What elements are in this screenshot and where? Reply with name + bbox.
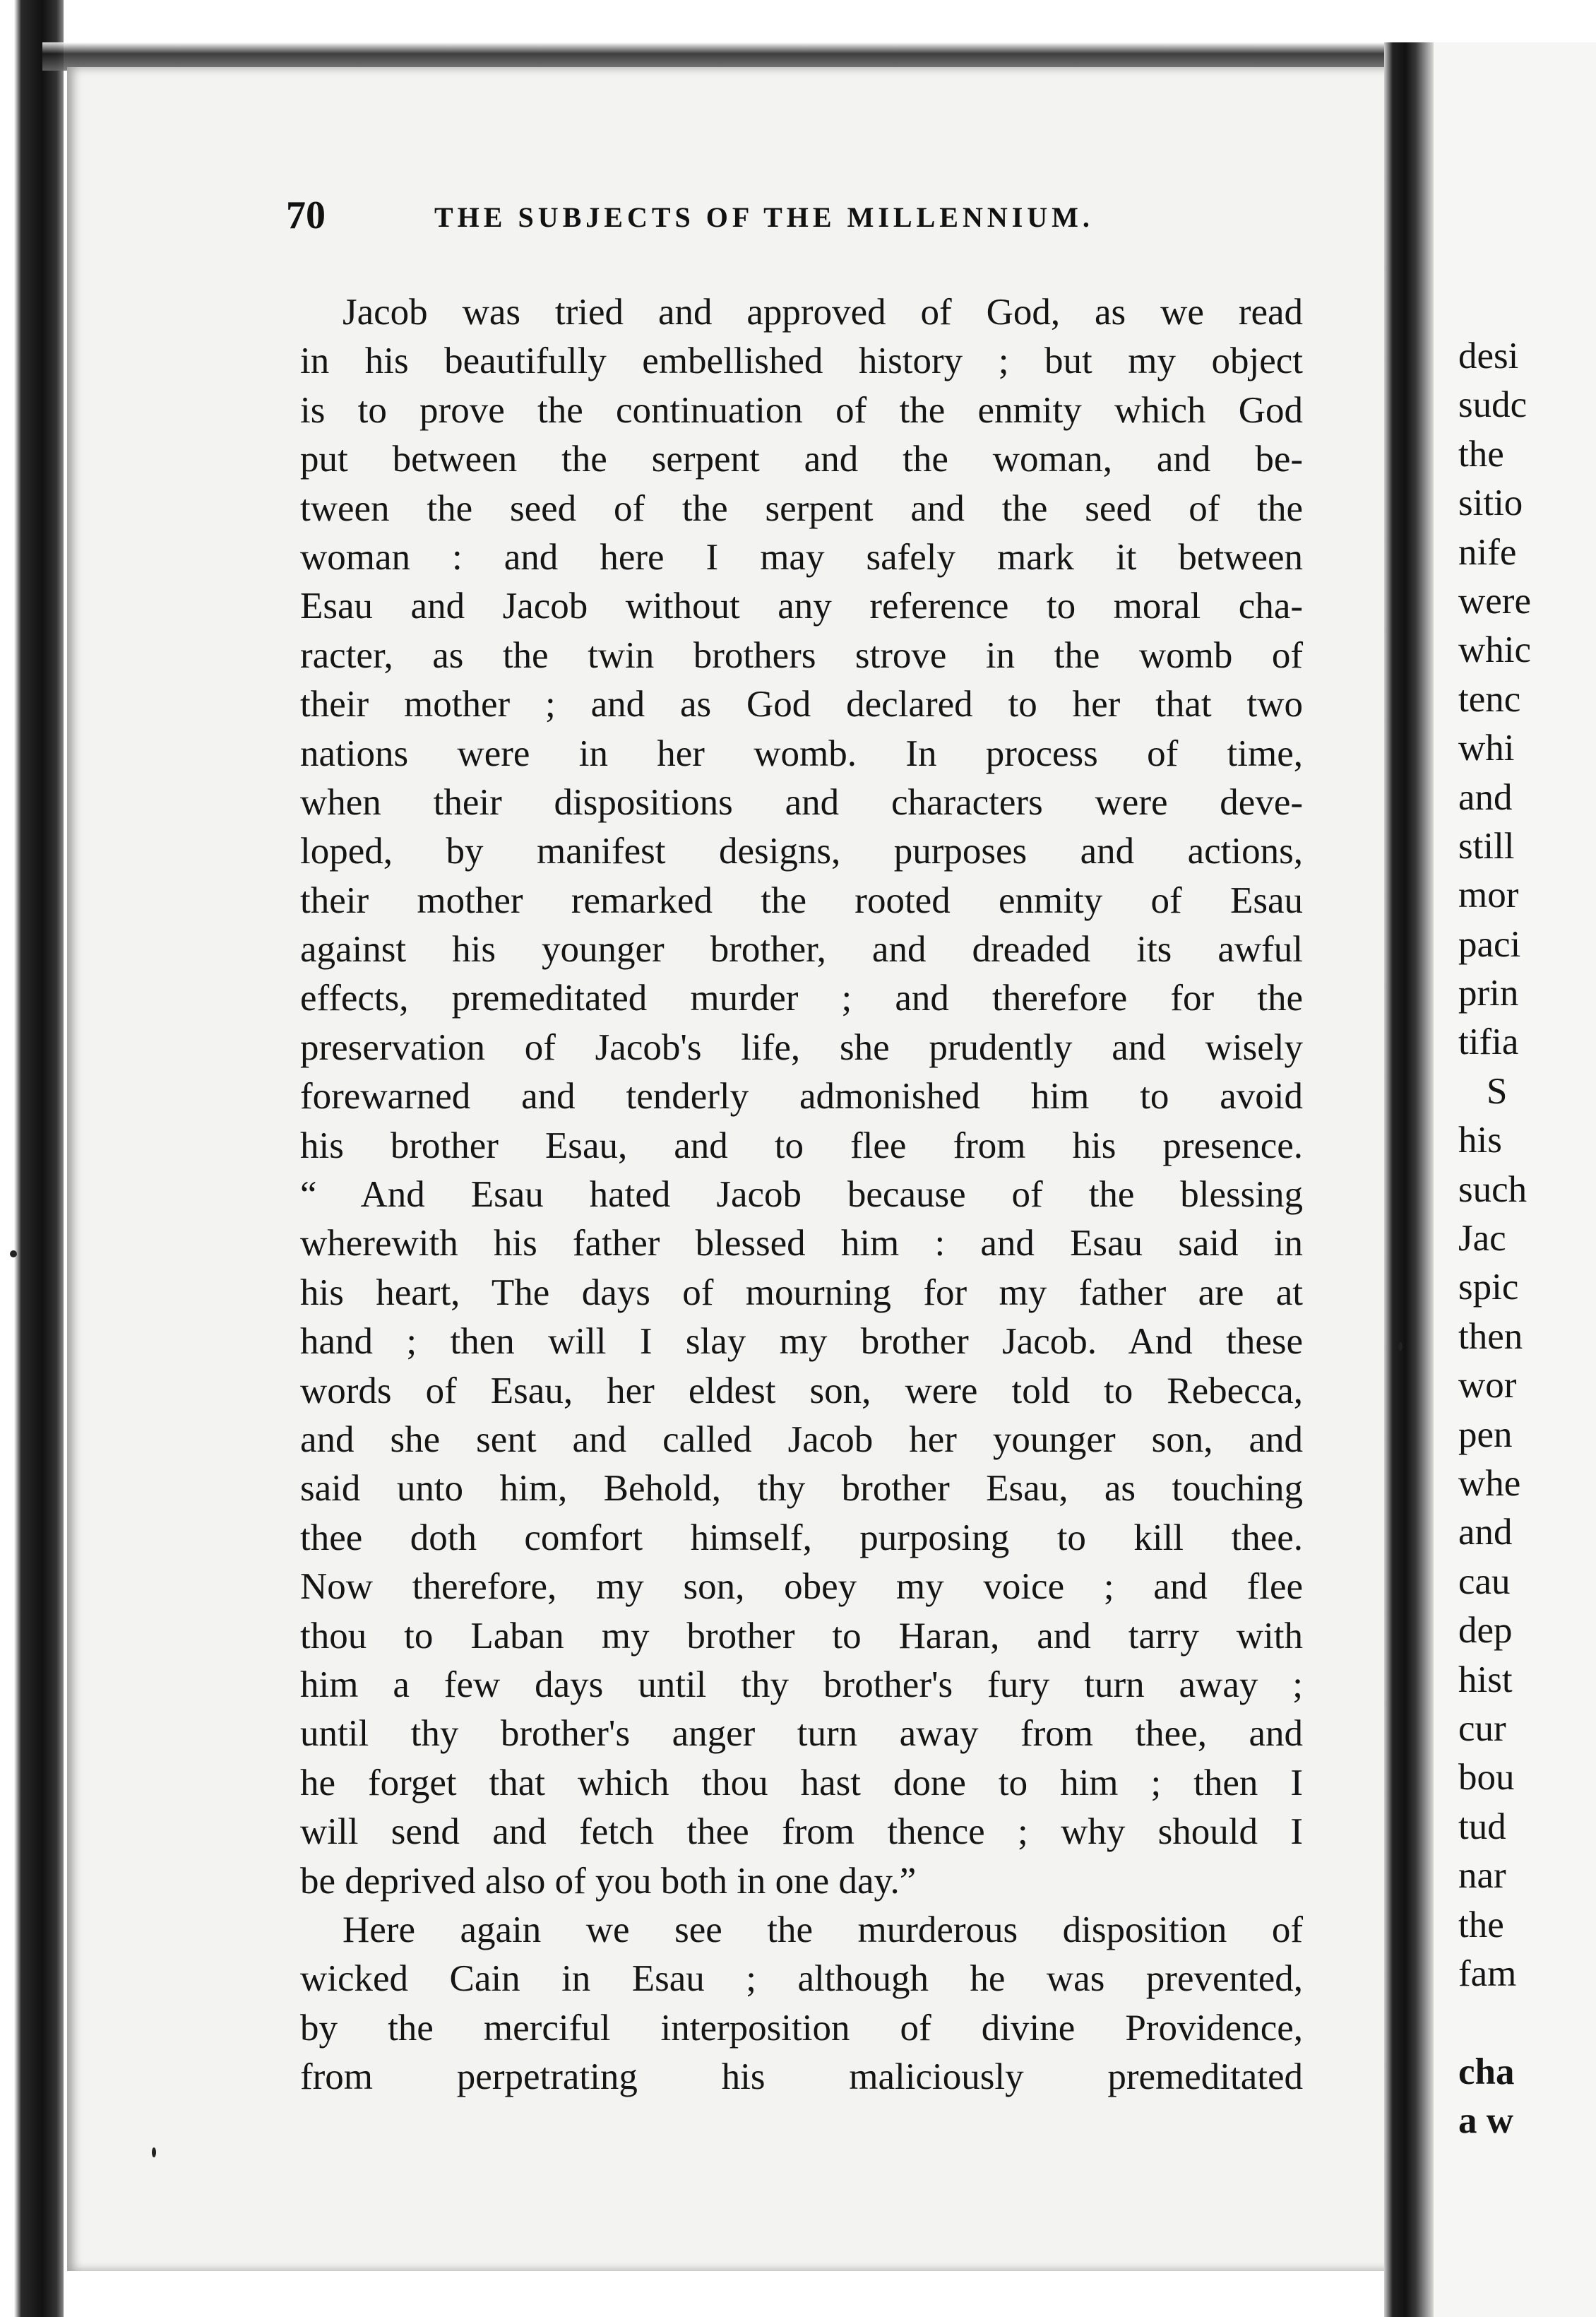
text-fragment: spic — [1458, 1267, 1519, 1308]
text-fragment: tud — [1458, 1806, 1506, 1847]
text-fragment: such — [1458, 1168, 1527, 1210]
page-header — [286, 191, 1246, 240]
text-fragment: hist — [1458, 1659, 1513, 1700]
text-line: forewarned and tenderly admonished him to avoid — [300, 1076, 1303, 1118]
text-line: effects, premeditated murder ; and therefore for the — [300, 978, 1303, 1019]
text-fragment: whic — [1458, 629, 1532, 671]
text-fragment: desi — [1458, 336, 1519, 377]
text-fragment: cur — [1458, 1707, 1506, 1749]
text-fragment: mor — [1458, 875, 1519, 916]
text-line: nations were in her womb. In process of time, — [300, 733, 1303, 774]
text-fragment: S — [1487, 1070, 1508, 1112]
running-head: THE SUBJECTS OF THE MILLENNIUM. — [434, 201, 1094, 233]
text-line: his heart, The days of mourning for my father are at — [300, 1272, 1303, 1313]
text-line: he forget that which thou hast done to him ; then I — [300, 1762, 1303, 1803]
text-fragment: his — [1458, 1120, 1502, 1161]
body-text — [300, 288, 1303, 2102]
text-line: is to prove the continuation of the enmity which God — [300, 389, 1303, 431]
right-page — [1434, 42, 1596, 2317]
text-fragment: the — [1458, 433, 1504, 475]
text-fragment: dep — [1458, 1610, 1513, 1652]
text-fragment: the — [1458, 1904, 1504, 1945]
text-line: wicked Cain in Esau ; although he was prevented, — [300, 1958, 1303, 2000]
ink-speck — [10, 1250, 17, 1257]
text-fragment: fam — [1458, 1952, 1517, 1994]
page-number: 70 — [286, 194, 326, 237]
text-line: racter, as the twin brothers strove in the womb of — [300, 634, 1303, 676]
text-fragment: whi — [1458, 728, 1515, 769]
text-line: their mother ; and as God declared to her that two — [300, 684, 1303, 725]
text-fragment: sudc — [1458, 384, 1527, 426]
text-fragment: pen — [1458, 1414, 1513, 1455]
text-line: will send and fetch thee from thence ; why should I — [300, 1811, 1303, 1853]
ink-speck — [1398, 1342, 1403, 1351]
text-line: him a few days until thy brother's fury turn away ; — [300, 1664, 1303, 1705]
text-fragment: and — [1458, 1512, 1513, 1553]
text-fragment: tenc — [1458, 678, 1521, 720]
text-line: thou to Laban my brother to Haran, and tarry with — [300, 1615, 1303, 1657]
book-left-edge — [0, 0, 64, 2317]
text-fragment: cha — [1458, 2051, 1515, 2092]
text-fragment: Jac — [1458, 1218, 1506, 1260]
text-fragment: nife — [1458, 531, 1517, 573]
text-line: when their dispositions and characters were deve- — [300, 781, 1303, 823]
text-line: Here again we see the murderous disposition of — [343, 1909, 1303, 1950]
text-fragment: nar — [1458, 1855, 1506, 1897]
text-fragment: were — [1458, 580, 1531, 622]
text-fragment: cau — [1458, 1560, 1511, 1602]
text-line: preservation of Jacob's life, she prudently and wisely — [300, 1026, 1303, 1068]
text-line: from perpetrating his maliciously premeditated — [300, 2056, 1303, 2098]
text-line: wherewith his father blessed him : and Esau said in — [300, 1223, 1303, 1264]
text-line: and she sent and called Jacob her younger son, and — [300, 1418, 1303, 1460]
text-line: said unto him, Behold, thy brother Esau, as touching — [300, 1468, 1303, 1510]
text-line: Jacob was tried and approved of God, as we read — [343, 292, 1303, 333]
text-fragment: tifia — [1458, 1021, 1519, 1063]
text-line: until thy brother's anger turn away from thee, and — [300, 1713, 1303, 1755]
text-fragment: prin — [1458, 973, 1519, 1014]
text-line: be deprived also of you both in one day.” — [300, 1860, 917, 1902]
text-fragment: bou — [1458, 1757, 1515, 1799]
text-fragment: then — [1458, 1315, 1523, 1357]
text-line: their mother remarked the rooted enmity of Esau — [300, 879, 1303, 921]
text-line: woman : and here I may safely mark it between — [300, 536, 1303, 578]
text-line: in his beautifully embellished history ; but my object — [300, 340, 1303, 382]
text-line: hand ; then will I slay my brother Jacob. And these — [300, 1321, 1303, 1363]
text-line: Esau and Jacob without any reference to moral cha- — [300, 586, 1303, 627]
book-top-edge — [42, 42, 1384, 71]
text-line: put between the serpent and the woman, and be- — [300, 439, 1303, 480]
text-line: thee doth comfort himself, purposing to kill thee. — [300, 1517, 1303, 1558]
text-line: loped, by manifest designs, purposes and actions, — [300, 831, 1303, 872]
text-fragment — [1458, 1998, 1596, 2047]
ink-speck — [152, 2147, 156, 2157]
text-line: his brother Esau, and to flee from his presence. — [300, 1125, 1303, 1166]
text-line: Now therefore, my son, obey my voice ; and flee — [300, 1566, 1303, 1608]
text-fragment: wor — [1458, 1365, 1517, 1406]
text-fragment: a w — [1458, 2100, 1514, 2142]
text-line: tween the seed of the serpent and the seed of the — [300, 487, 1303, 529]
text-fragment: whe — [1458, 1462, 1521, 1504]
book-gutter — [1384, 42, 1434, 2317]
text-line: “ And Esau hated Jacob because of the blessing — [300, 1174, 1303, 1216]
text-fragment: still — [1458, 825, 1515, 867]
text-line: against his younger brother, and dreaded its awful — [300, 929, 1303, 971]
text-line: by the merciful interposition of divine Providence, — [300, 2007, 1303, 2049]
right-page-text — [1458, 332, 1596, 2145]
text-fragment: sitio — [1458, 482, 1523, 524]
text-fragment: and — [1458, 776, 1513, 818]
text-fragment: paci — [1458, 923, 1521, 965]
text-line: words of Esau, her eldest son, were told to Rebecca, — [300, 1370, 1303, 1411]
